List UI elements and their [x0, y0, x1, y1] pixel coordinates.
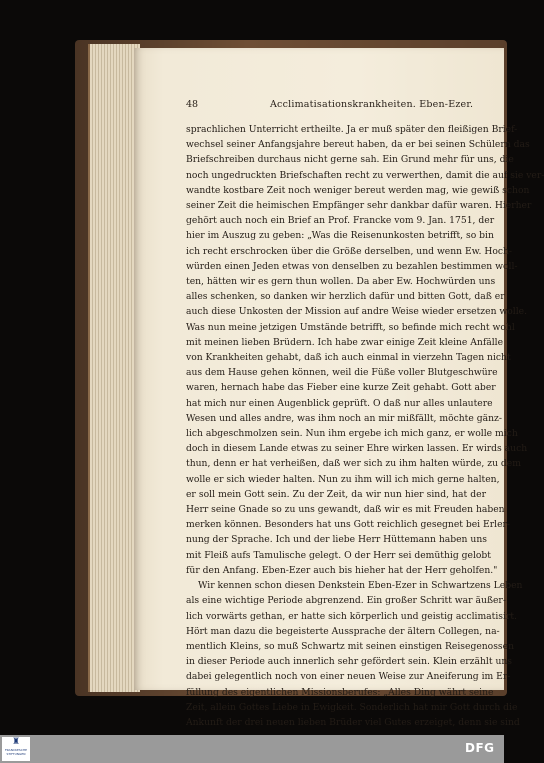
text-line: Briefschreiben durchaus nicht gerne sah. Ein Grund mehr für uns, die — [186, 154, 514, 166]
text-line: dabei gelegentlich noch von einer neuen Weise zur Aneiferung im Er- — [186, 671, 511, 683]
dfg-logo: DFG — [465, 741, 495, 755]
text-line: alles schenken, so danken wir herzlich dafür und bitten Gott, daß er — [186, 291, 505, 303]
text-line: in dieser Periode auch innerlich sehr gefördert sein. Klein erzählt uns — [186, 656, 513, 668]
footer-bar — [0, 735, 504, 763]
page-edges — [88, 44, 140, 692]
text-line: merken können. Besonders hat uns Gott reichlich gesegnet bei Erler- — [186, 519, 511, 531]
page-header — [186, 99, 486, 113]
text-line: Hört man dazu die begeisterte Aussprache der ältern Collegen, na- — [186, 625, 500, 637]
text-line: wechsel seiner Anfangsjahre bereut haben, da er bei seinen Schülern das — [186, 139, 530, 151]
library-logo — [2, 737, 30, 761]
text-line: ich recht erschrocken über die Größe derselben, und wenn Ew. Hoch- — [186, 245, 513, 257]
text-line: Wesen und alles andre, was ihm noch an mir mißfällt, möchte gänz- — [186, 412, 502, 424]
text-line: waren, hernach habe das Fieber eine kurze Zeit gehabt. Gott aber — [186, 382, 496, 394]
text-line: ten, hätten wir es gern thun wollen. Da aber Ew. Hochwürden uns — [186, 276, 496, 288]
text-line: von Krankheiten gehabt, daß ich auch einmal in vierzehn Tagen nicht — [186, 352, 511, 364]
text-line: Was nun meine jetzigen Umstände betrifft, so befinde mich recht wohl — [186, 321, 515, 333]
text-line: sprachlichen Unterricht ertheilte. Ja er muß später den fleißigen Brief- — [186, 124, 518, 135]
library-logo-text: FRANCKESCHE STIFTUNGEN — [4, 748, 28, 756]
text-line: nung der Sprache. Ich und der liebe Herr Hüttemann haben uns — [186, 534, 487, 546]
text-line: auch diese Unkosten der Mission auf andre Weise wieder ersetzen wolle. — [186, 306, 528, 318]
text-line: mit meinen lieben Brüdern. Ich habe zwar einige Zeit kleine Anfälle — [186, 336, 504, 348]
text-line: hat mich nur einen Augenblick geprüft. O daß nur alles unlautere — [186, 397, 493, 409]
text-line: doch in diesem Lande etwas zu seiner Ehre wirken lassen. Er wirds auch — [186, 443, 528, 455]
text-line: lich abgeschmolzen sein. Nun ihm ergebe ich mich ganz, er wolle mich — [186, 428, 518, 440]
text-line: wandte kostbare Zeit noch weniger bereut werden mag, wie gewiß schon — [186, 184, 530, 196]
text-line: noch ungedruckten Briefschaften recht zu verwerthen, damit die auf sie ver- — [186, 169, 544, 181]
text-line: lich vorwärts gethan, er hatte sich körperlich und geistig acclimatisirt. — [186, 610, 517, 622]
text-line: mentlich Kleins, so muß Schwartz mit seinen einstigen Reisegenossen — [186, 640, 515, 652]
body-text — [186, 122, 544, 730]
text-line: würden einen Jeden etwas von denselben zu bezahlen bestimmen woll- — [186, 260, 518, 272]
text-line: seiner Zeit die heimischen Empfänger sehr dankbar dafür waren. Hierher — [186, 200, 532, 212]
text-line: als eine wichtige Periode abgrenzend. Ein großer Schritt war äußer- — [186, 595, 506, 607]
text-line: mit Fleiß aufs Tamulische gelegt. O der Herr sei demüthig gelobt — [186, 549, 491, 561]
text-line: Zeit, allein Gottes Liebe in Ewigkeit. Sonderlich hat mir Gott durch die — [186, 701, 518, 713]
text-line: hier im Auszug zu geben: „Was die Reisenunkosten betrifft, so bin — [186, 230, 494, 242]
library-emblem-icon: ♜ — [11, 737, 21, 747]
page-number: 48 — [186, 99, 199, 110]
text-line: füllung des eigentlichen Missionsberufes: „Alles Ding währt seine — [186, 686, 494, 698]
running-title: Acclimatisationskrankheiten. Eben-Ezer. — [270, 99, 474, 110]
text-line: gehört auch noch ein Brief an Prof. Francke vom 9. Jan. 1751, der — [186, 215, 495, 227]
text-line: wolle er sich wieder halten. Nun zu ihm will ich mich gerne halten, — [186, 473, 500, 485]
text-line: thun, denn er hat verheißen, daß wer sich zu ihm halten würde, zu dem — [186, 458, 521, 470]
text-line: Herr seine Gnade so zu uns gewandt, daß wir es mit Freuden haben — [186, 504, 505, 516]
text-line: er soll mein Gott sein. Zu der Zeit, da wir nun hier sind, hat der — [186, 488, 486, 500]
text-line: Wir kennen schon diesen Denkstein Eben-Ezer in Schwartzens Leben — [198, 580, 523, 592]
text-line: aus dem Hause gehen können, weil die Füße voller Blutgeschwüre — [186, 367, 498, 379]
text-line: Ankunft der drei neuen lieben Brüder viel Gutes erzeiget, denn sie sind — [186, 716, 520, 728]
text-line: für den Anfang. Eben-Ezer auch bis hieher hat der Herr geholfen." — [186, 564, 498, 576]
